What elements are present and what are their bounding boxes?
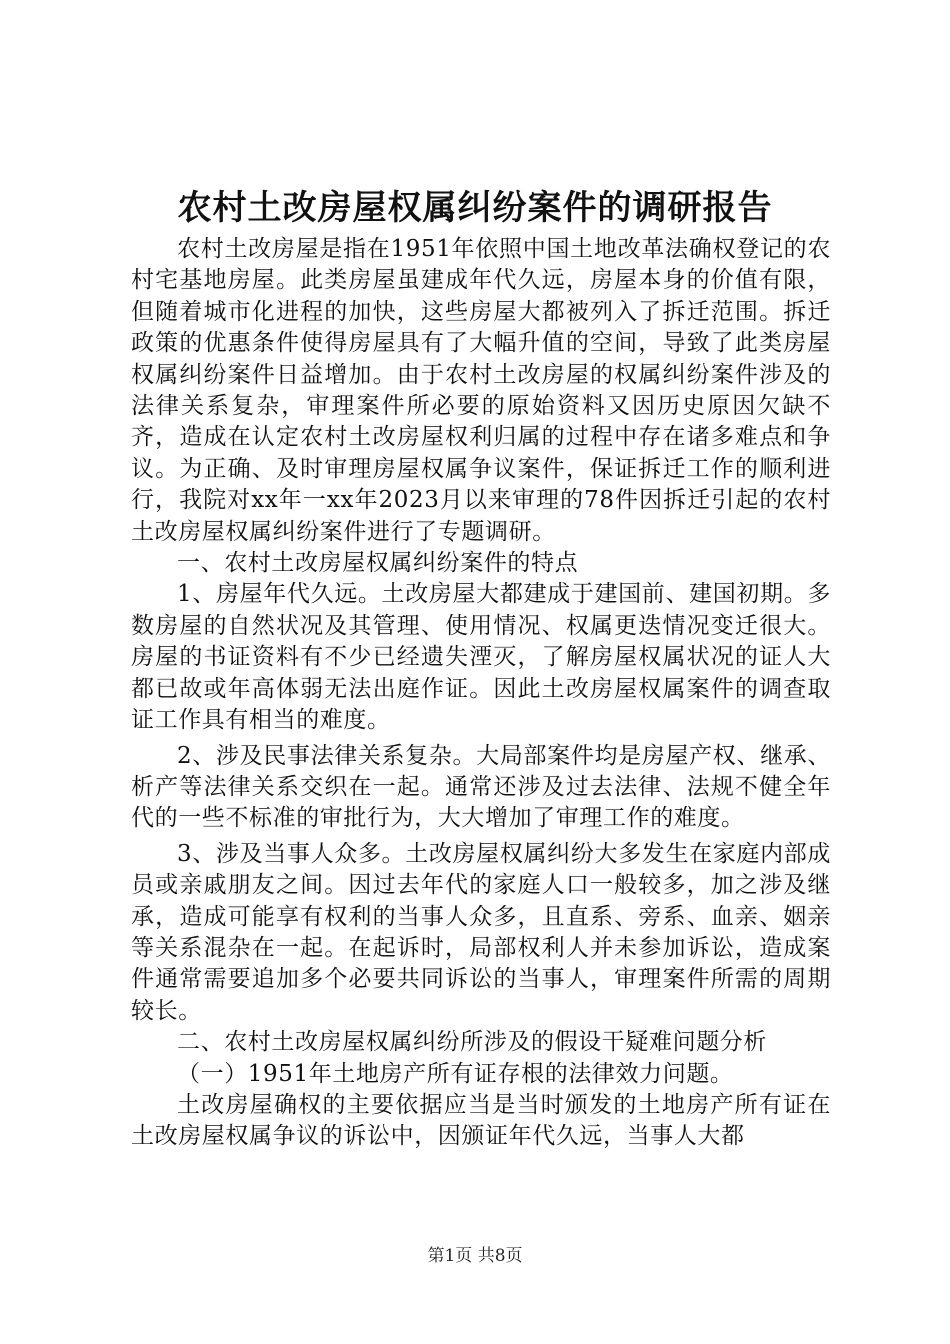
document-body — [131, 234, 831, 1153]
page-footer: 第1页 共8页 — [427, 1246, 523, 1266]
paragraph-point-1: 1、房屋年代久远。土改房屋大都建成于建国前、建国初期。多数房屋的自然状况及其管理、使用情况、权属更迭情况变迁很大。房屋的书证资料有不少已经遗失湮灭，了解房屋权属状况的证人大都已故或年高体弱无法出庭作证。因此土改房屋权属案件的调查取证工作具有相当的难度。 — [131, 581, 831, 734]
document-title: 农村土改房屋权属纠纷案件的调研报告 — [177, 188, 773, 228]
paragraph-intro: 农村土改房屋是指在1951年依照中国土地改革法确权登记的农村宅基地房屋。此类房屋虽建成年代久远，房屋本身的价值有限，但随着城市化进程的加快，这些房屋大都被列入了拆迁范围。拆迁政策的优惠条件使得房屋具有了大幅升值的空间，导致了此类房屋权属纠纷案件日益增加。由于农村土改房屋的权属纠纷案件涉及的法律关系复杂，审理案件所必要的原始资料又因历史原因欠缺不齐，造成在认定农村土改房屋权利归属的过程中存在诸多难点和争议。为正确、及时审理房屋权属争议案件，保证拆迁工作的顺利进行，我院对xx年一xx年2023月以来审理的78件因拆迁引起的农村土改房屋权属纠纷案件进行了专题调研。 — [131, 236, 831, 545]
paragraph-point-2: 2、涉及民事法律关系复杂。大局部案件均是房屋产权、继承、析产等法律关系交织在一起。通常还涉及过去法律、法规不健全年代的一些不标准的审批行为，大大增加了审理工作的难度。 — [131, 742, 831, 832]
paragraph-point-3: 3、涉及当事人众多。土改房屋权属纠纷大多发生在家庭内部成员或亲戚朋友之间。因过去年代的家庭人口一般较多，加之涉及继承，造成可能享有权利的当事人众多，且直系、旁系、血亲、姻亲等关系混杂在一起。在起诉时，局部权利人并未参加诉讼，造成案件通常需要追加多个必要共同诉讼的当事人，审理案件所需的周期较长。 — [131, 840, 831, 1024]
section-heading-2: 二、农村土改房屋权属纠纷所涉及的假设干疑难问题分析 — [177, 1029, 767, 1056]
paragraph-subsection-1: 土改房屋确权的主要依据应当是当时颁发的土地房产所有证在土改房屋权属争议的诉讼中，因颁证年代久远，当事人大都 — [131, 1091, 831, 1150]
section-heading-1: 一、农村土改房屋权属纠纷案件的特点 — [177, 550, 579, 577]
subsection-heading-1: （一）1951年土地房产所有证存根的法律效力问题。 — [177, 1060, 734, 1087]
